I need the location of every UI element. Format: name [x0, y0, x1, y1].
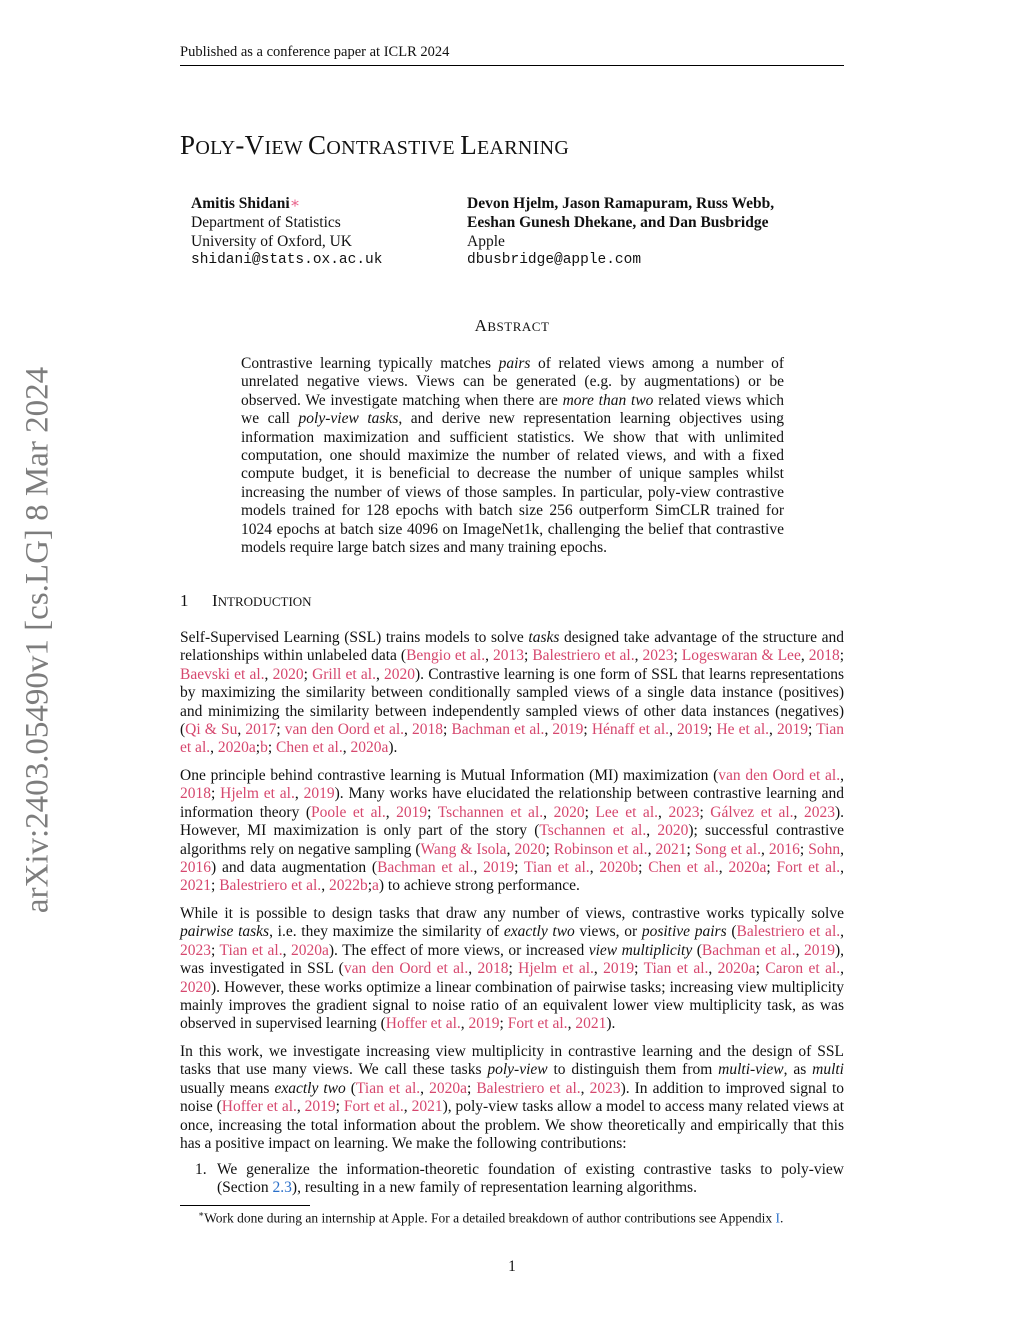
- citation-link[interactable]: 2018: [477, 960, 509, 978]
- citation-link[interactable]: Robinson et al.: [553, 840, 648, 858]
- citation-link[interactable]: Hjelm et al.: [518, 960, 594, 978]
- citation-link[interactable]: Tian et al.: [523, 859, 590, 877]
- citation-link[interactable]: Tschannen et al.: [437, 803, 544, 821]
- citation-link[interactable]: 2020: [180, 978, 211, 996]
- citation-link[interactable]: Chen et al.: [276, 739, 343, 757]
- author-email[interactable]: shidani@stats.ox.ac.uk: [191, 252, 383, 268]
- citation-link[interactable]: 2021: [180, 877, 211, 895]
- citation-link[interactable]: 2020: [384, 665, 416, 683]
- citation-link[interactable]: van den Oord et al.: [284, 721, 405, 739]
- citation-link[interactable]: Tian et al.: [643, 960, 709, 978]
- citation-link[interactable]: 2021: [411, 1098, 443, 1116]
- intro-paragraph-3: While it is possible to design tasks that draw any number of views, contrastive works typically solve pairwise tasks, i.e. they maximize the similarity of exactly two views, or positive pairs (Balestriero et al., 2023; Tian et al., 2020a). The effect of more views, or increased view multiplicity (Bachman et al., 2019), was investigated in SSL (van den Oord et al., 2018; Hjelm et al., 2019; Tian et al., 2020a; Caron et al., 2020). However, these works optimize a linear combination of pairwise tasks; increasing view multiplicity mainly improves the gradient signal to noise ratio of an equivalent lower view multiplicity task, as was observed in supervised learning (Hoffer et al., 2019; Fort et al., 2021).: [180, 905, 845, 1033]
- citation-link[interactable]: Bachman et al.: [451, 721, 545, 739]
- citation-link[interactable]: 2018: [808, 647, 840, 665]
- citation-link[interactable]: 2020b: [599, 859, 639, 877]
- citation-link[interactable]: Caron et al.: [765, 960, 841, 978]
- citation-link[interactable]: 2017: [245, 721, 277, 739]
- citation-link[interactable]: He et al.: [716, 721, 770, 739]
- citation-link[interactable]: Balestriero et al.: [532, 647, 635, 665]
- citation-link[interactable]: 2019: [303, 785, 335, 803]
- author-institution: University of Oxford, UK: [191, 233, 353, 250]
- citation-link[interactable]: Tian et al.: [180, 721, 844, 757]
- author-email[interactable]: dbusbridge@apple.com: [467, 252, 642, 268]
- header-rule: [180, 65, 844, 66]
- contribution-list-item: 1. We generalize the information-theoretic foundation of existing contrastive tasks to poly-view (Section 2.3), resulting in a new family of representation learning algorithms.: [195, 1161, 844, 1197]
- citation-link[interactable]: 2021: [655, 840, 687, 858]
- appendix-reference-link[interactable]: I: [775, 1210, 781, 1226]
- citation-link[interactable]: Gálvez et al.: [710, 803, 794, 821]
- citation-link[interactable]: 2018: [180, 785, 211, 803]
- intro-paragraph-1: Self-Supervised Learning (SSL) trains models to solve tasks designed take advantage of the structure and relationships within unlabeled data (Bengio et al., 2013; Balestriero et al., 2023; Logeswaran & Lee, 2018; Baevski et al., 2020; Grill et al., 2020). Contrastive learning is one form of SSL that learns representations by maximizing the similarity between conditionally sampled views of a single data instance (positives) and minimizing the similarity between independently sampled views of other data instances (negatives) (Qi & Su, 2017; van den Oord et al., 2018; Bachman et al., 2019; Hénaff et al., 2019; He et al., 2019; Tian et al., 2020a;b; Chen et al., 2020a).: [180, 629, 845, 757]
- citation-link[interactable]: 2020: [272, 665, 304, 683]
- citation-link[interactable]: Fort et al.: [776, 859, 841, 877]
- citation-link[interactable]: 2020a: [728, 859, 767, 877]
- citation-link[interactable]: Logeswaran & Lee: [681, 647, 801, 665]
- paper-title: POLY-VIEW CONTRASTIVE LEARNING: [180, 130, 570, 160]
- citation-link[interactable]: van den Oord et al.: [718, 767, 841, 784]
- author-block-apple: [467, 194, 847, 270]
- citation-link[interactable]: Balestriero et al.: [219, 877, 322, 895]
- citation-link[interactable]: Hoffer et al.: [385, 1015, 461, 1033]
- citation-link[interactable]: Tschannen et al.: [539, 822, 647, 840]
- citation-link[interactable]: 2019: [803, 941, 835, 959]
- citation-link[interactable]: 2019: [552, 721, 584, 739]
- citation-link[interactable]: 2013: [493, 647, 524, 665]
- citation-link[interactable]: 2018: [412, 721, 444, 739]
- citation-link[interactable]: 2019: [483, 859, 515, 877]
- intro-paragraph-2: One principle behind contrastive learning is Mutual Information (MI) maximization (van den Oord et al., 2018; Hjelm et al., 2019). Many works have elucidated the relationship between contrastive learning and information theory (Poole et al., 2019; Tschannen et al., 2020; Lee et al., 2023; Gálvez et al., 2023). However, MI maximization is only part of the story (Tschannen et al., 2020); successful contrastive algorithms rely on negative sampling (Wang & Isola, 2020; Robinson et al., 2021; Song et al., 2016; Sohn, 2016) and data augmentation (Bachman et al., 2019; Tian et al., 2020b; Chen et al., 2020a; Fort et al., 2021; Balestriero et al., 2022b;a) to achieve strong performance.: [180, 767, 845, 895]
- citation-link[interactable]: Bachman et al.: [377, 859, 474, 877]
- author-institution: Apple: [467, 233, 505, 250]
- author-name: Amitis Shidani: [191, 195, 290, 212]
- citation-link[interactable]: 2019: [777, 721, 808, 739]
- citation-link[interactable]: Bengio et al.: [406, 647, 486, 665]
- citation-link[interactable]: 2020a: [717, 960, 756, 978]
- citation-link[interactable]: 2016: [768, 840, 800, 858]
- citation-link[interactable]: 2023: [589, 1079, 621, 1097]
- page-number: 1: [508, 1258, 516, 1275]
- citation-link[interactable]: Grill et al.: [312, 665, 376, 683]
- section-heading-introduction: 1 INTRODUCTION: [180, 591, 312, 610]
- citation-link[interactable]: 2020a: [350, 739, 389, 757]
- citation-link[interactable]: 2023: [180, 941, 211, 959]
- footnote: ∗Work done during an internship at Apple. For a detailed breakdown of author contributions see Appendix I.: [198, 1209, 784, 1226]
- citation-link[interactable]: 2023: [803, 803, 835, 821]
- citation-link[interactable]: 2020a: [290, 941, 329, 959]
- list-number: 1.: [195, 1161, 207, 1178]
- citation-link[interactable]: Hoffer et al.: [221, 1098, 297, 1116]
- citation-link[interactable]: Song et al.: [694, 840, 761, 858]
- citation-link[interactable]: 2022b: [328, 877, 368, 895]
- citation-link[interactable]: Poole et al.: [311, 803, 386, 821]
- intro-paragraph-4: In this work, we investigate increasing view multiplicity in contrastive learning and the design of SSL tasks that use many views. We call these tasks poly-view to distinguish them from multi-view, as multi usually means exactly two (Tian et al., 2020a; Balestriero et al., 2023). In addition to improved signal to noise (Hoffer et al., 2019; Fort et al., 2021), poly-view tasks allow a model to access many related views at once, increasing the total information about the problem. We show theoretically and empirically that this has a positive impact on learning. We make the following contributions:: [180, 1043, 845, 1153]
- citation-link[interactable]: 2019: [603, 960, 635, 978]
- abstract-heading: ABSTRACT: [474, 316, 550, 335]
- citation-link[interactable]: 2019: [396, 803, 428, 821]
- citation-link[interactable]: Wang & Isola: [420, 840, 507, 858]
- citation-link[interactable]: 2020: [514, 840, 546, 858]
- footnote-rule: [180, 1205, 310, 1206]
- citation-link[interactable]: 2020a: [217, 739, 256, 757]
- abstract-body: Contrastive learning typically matches pairs of related views among a number of unrelated negative views. Views can be generated (e.g. by augmentations) or be observed. We investigate matching when there are more than two related views which we call poly-view tasks, and derive new representation learning objectives using information maximization and sufficient statistics. We show that with unlimited computation, one should maximize the number of related views, and with a fixed compute budget, it is beneficial to decrease the number of unique samples whilst increasing the number of views of those samples. In particular, poly-view contrastive models trained for 128 epochs with batch size 256 outperform SimCLR trained for 1024 epochs at batch size 4096 on ImageNet1k, challenging the belief that contrastive models require large batch sizes and many training epochs.: [241, 355, 785, 557]
- citation-link[interactable]: b: [260, 739, 268, 757]
- author-dept: Department of Statistics: [191, 214, 341, 231]
- citation-link[interactable]: Hénaff et al.: [591, 721, 670, 739]
- author-block-oxford: [191, 194, 451, 270]
- citation-link[interactable]: 2019: [468, 1015, 500, 1033]
- citation-link[interactable]: Balestriero et al.: [736, 923, 841, 941]
- citation-link[interactable]: Fort et al.: [343, 1098, 404, 1116]
- citation-link[interactable]: 2019: [677, 721, 709, 739]
- section-reference-link[interactable]: 2.3: [272, 1179, 292, 1197]
- citation-link[interactable]: a: [372, 877, 379, 895]
- citation-link[interactable]: Sohn: [808, 840, 841, 858]
- citation-link[interactable]: Chen et al.: [648, 859, 719, 877]
- citation-link[interactable]: 2020: [553, 803, 585, 821]
- citation-link[interactable]: Bachman et al.: [701, 941, 796, 959]
- running-header: Published as a conference paper at ICLR 2024: [180, 44, 450, 60]
- citation-link[interactable]: 2016: [180, 859, 211, 877]
- citation-link[interactable]: Baevski et al.: [180, 665, 265, 683]
- citation-link[interactable]: Balestriero et al.: [476, 1079, 581, 1097]
- citation-link[interactable]: 2020a: [429, 1079, 467, 1097]
- footnote-mark[interactable]: ∗: [289, 195, 301, 212]
- citation-link[interactable]: Tian et al.: [355, 1079, 421, 1097]
- author-names-line1: Devon Hjelm, Jason Ramapuram, Russ Webb,: [467, 195, 775, 212]
- citation-link[interactable]: 2023: [642, 647, 674, 665]
- citation-link[interactable]: Fort et al.: [507, 1015, 568, 1033]
- citation-link[interactable]: 2019: [304, 1098, 336, 1116]
- citation-link[interactable]: Hjelm et al.: [220, 785, 295, 803]
- citation-link[interactable]: Qi & Su: [185, 721, 238, 739]
- author-names-line2: Eeshan Gunesh Dhekane, and Dan Busbridge: [467, 214, 769, 231]
- citation-link[interactable]: 2021: [575, 1015, 607, 1033]
- citation-link[interactable]: Tian et al.: [219, 941, 283, 959]
- citation-link[interactable]: 2023: [668, 803, 700, 821]
- citation-link[interactable]: Lee et al.: [595, 803, 658, 821]
- citation-link[interactable]: van den Oord et al.: [343, 960, 469, 978]
- citation-link[interactable]: 2020: [657, 822, 689, 840]
